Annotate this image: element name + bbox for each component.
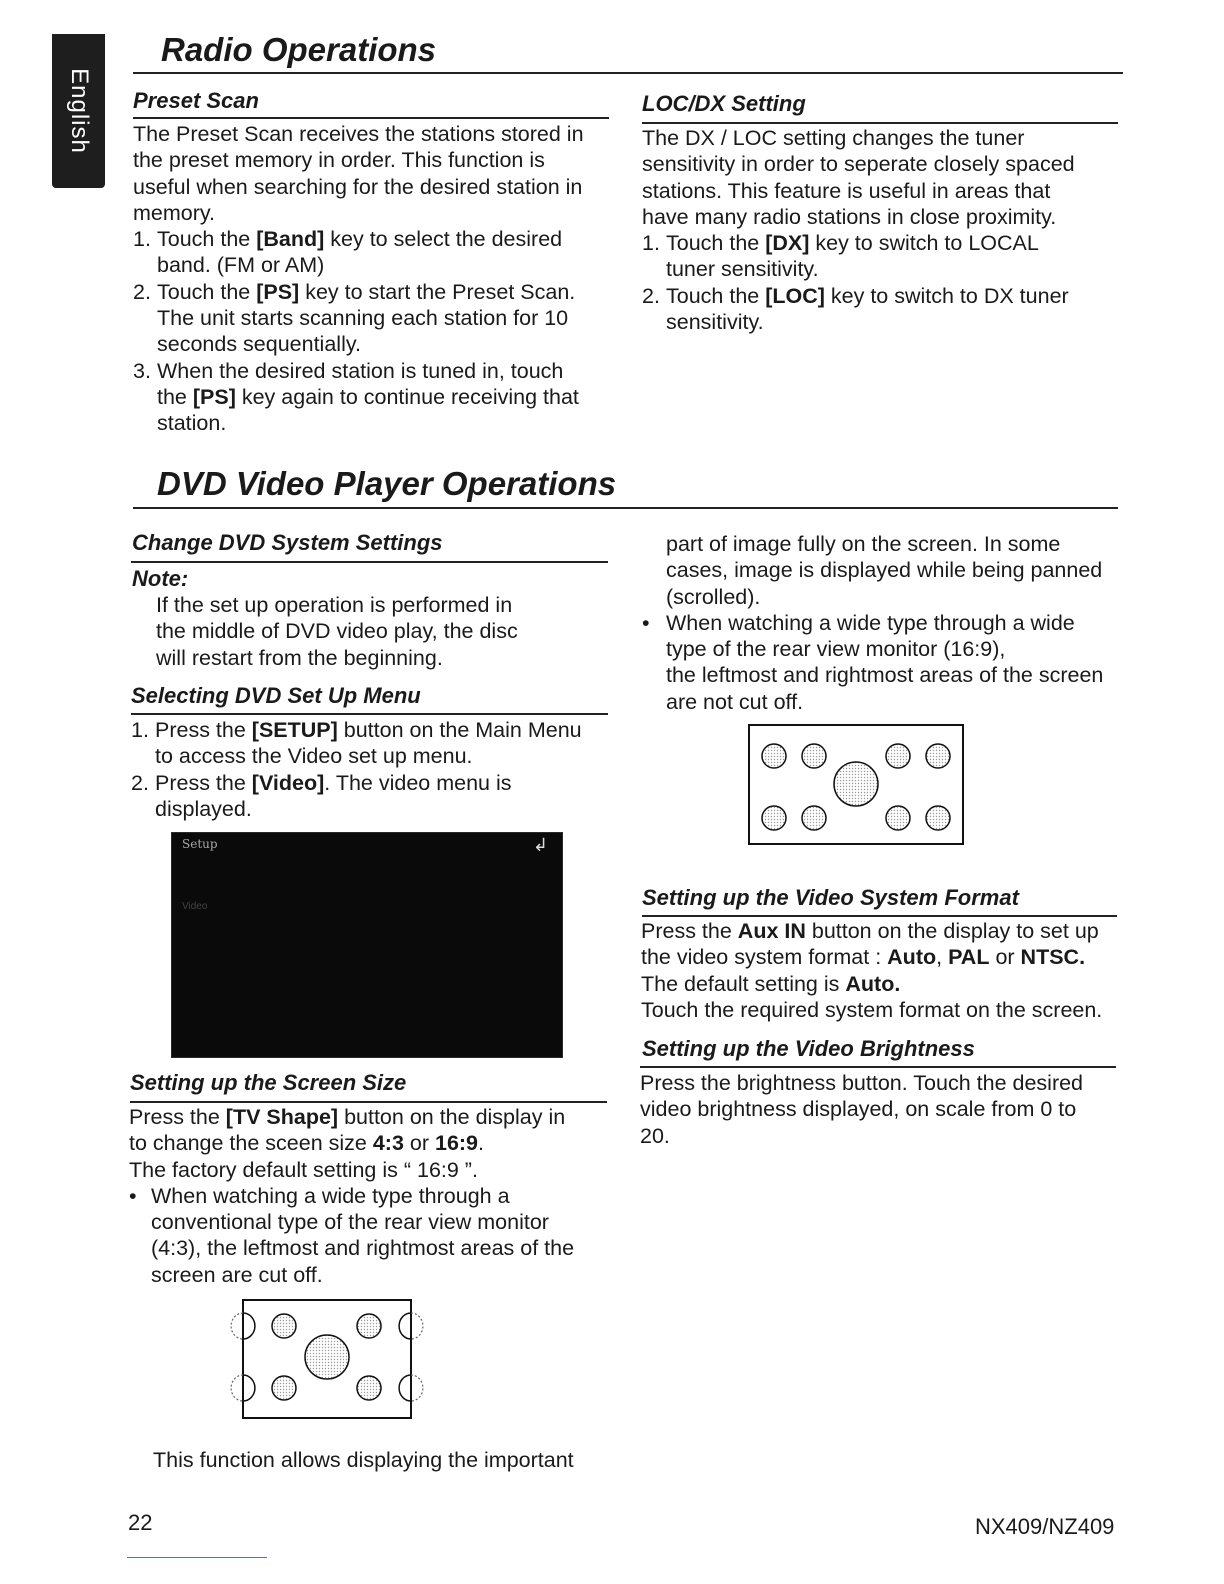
change-settings-heading: Change DVD System Settings	[132, 530, 443, 555]
setup-screen-title: Setup	[182, 837, 218, 851]
menu-step-2	[131, 770, 611, 823]
preset-scan-heading: Preset Scan	[133, 88, 259, 113]
locdx-step-2	[642, 283, 1122, 336]
text-line: tuner sensitivity.	[666, 257, 819, 282]
bullet-cut-off	[129, 1183, 614, 1288]
language-tab	[52, 34, 105, 188]
setup-menu-screenshot	[171, 832, 563, 1058]
text-line: (4:3), the leftmost and rightmost areas of the	[151, 1236, 575, 1261]
preset-step-2	[133, 279, 613, 358]
model-number: NX409/NZ409	[975, 1514, 1115, 1539]
text-line: to change the sceen size 4:3 or 16:9.	[129, 1131, 485, 1156]
locdx-step-1	[642, 230, 1122, 283]
setup-screen-video-item: Video	[182, 901, 208, 912]
return-icon: ↲	[532, 835, 548, 855]
text-line: have many radio stations in close proximity.	[642, 204, 1057, 229]
text-line: type of the rear view monitor (16:9),	[666, 637, 1006, 662]
text-line: the leftmost and rightmost areas of the screen	[666, 663, 1104, 688]
text-line: Touch the [DX] key to switch to LOCAL	[666, 231, 1039, 256]
right-col-text	[642, 531, 1132, 715]
text-line: Touch the [PS] key to start the Preset Scan.	[157, 279, 576, 304]
preset-step-1	[133, 226, 613, 279]
text-line: seconds sequentially.	[157, 332, 361, 357]
video-system-body	[641, 918, 1131, 1023]
locdx-rule	[642, 122, 1118, 124]
note-label: Note:	[132, 566, 189, 591]
text-line: part of image fully on the screen. In some	[666, 532, 1061, 556]
dvd-title-rule	[133, 507, 1118, 509]
text-line: Touch the [LOC] key to switch to DX tuner	[666, 283, 1069, 308]
text-line: useful when searching for the desired station in	[133, 174, 583, 199]
preset-scan-rule	[133, 117, 609, 119]
language-tab-label: English	[65, 68, 93, 154]
select-menu-rule	[131, 713, 608, 715]
text-line: Press the Aux IN button on the display to set up	[641, 919, 1099, 943]
video-system-heading: Setting up the Video System Format	[642, 885, 1019, 910]
text-line: are not cut off.	[666, 689, 804, 714]
text-line: sensitivity.	[666, 310, 764, 335]
step-number: 1.	[133, 227, 151, 252]
text-line: The factory default setting is “ 16:9 ”.	[129, 1157, 478, 1182]
diagram-4-3-cropped	[225, 1295, 435, 1425]
text-line: When the desired station is tuned in, touch	[157, 358, 564, 383]
locdx-body	[642, 125, 1122, 335]
select-menu-steps	[131, 717, 611, 822]
note-text	[156, 592, 606, 671]
diagram-16-9-full	[746, 722, 966, 848]
text-line: If the set up operation is performed in	[156, 593, 513, 617]
bullet-not-cut-off	[642, 610, 1132, 715]
text-line: The DX / LOC setting changes the tuner	[642, 126, 1025, 150]
step-number: 1.	[131, 718, 149, 742]
change-settings-rule	[131, 561, 608, 563]
screen-size-body	[129, 1104, 614, 1288]
text-line: sensitivity in order to seperate closely spaced	[642, 152, 1075, 177]
menu-step-1	[131, 717, 611, 770]
text-line: the middle of DVD video play, the disc	[156, 619, 518, 644]
brightness-body	[640, 1070, 1130, 1149]
text-line: will restart from the beginning.	[156, 645, 443, 670]
step-number: 2.	[131, 770, 149, 795]
step-number: 1.	[642, 231, 660, 256]
text-line: the [PS] key again to continue receiving that	[157, 384, 579, 409]
text-line: The Preset Scan receives the stations stored in	[133, 122, 584, 146]
text-line: Press the [SETUP] button on the Main Menu	[155, 718, 582, 742]
text-line: the preset memory in order. This function is	[133, 148, 545, 173]
text-line: • When watching a wide type through a	[151, 1183, 510, 1208]
text-line: the video system format : Auto, PAL or NTSC.	[641, 945, 1086, 970]
bottom-divider	[127, 1557, 267, 1558]
text-line: station.	[157, 411, 227, 436]
text-line: cases, image is displayed while being panned	[666, 558, 1103, 583]
brightness-rule	[640, 1066, 1116, 1068]
step-number: 2.	[642, 283, 660, 308]
text-line: Press the brightness button. Touch the desired	[640, 1071, 1084, 1095]
text-line: The default setting is Auto.	[641, 971, 901, 996]
text-line: memory.	[133, 200, 216, 225]
video-system-rule	[642, 915, 1117, 917]
radio-section-title: Radio Operations	[161, 31, 437, 68]
text-line: displayed.	[155, 796, 252, 821]
screen-size-rule	[130, 1101, 607, 1103]
text-line: screen are cut off.	[151, 1262, 323, 1287]
text-line: Press the [TV Shape] button on the display in	[129, 1105, 566, 1129]
text-line: The unit starts scanning each station for 10	[157, 306, 569, 331]
locdx-heading: LOC/DX Setting	[642, 91, 806, 116]
text-line: • When watching a wide type through a wide	[666, 610, 1075, 635]
step-number: 2.	[133, 279, 151, 304]
radio-title-rule	[133, 72, 1123, 74]
pan-text: This function allows displaying the important	[153, 1448, 574, 1472]
brightness-heading: Setting up the Video Brightness	[642, 1036, 975, 1061]
preset-step-3	[133, 358, 613, 437]
text-line: band. (FM or AM)	[157, 253, 325, 278]
screen-size-heading: Setting up the Screen Size	[130, 1070, 407, 1095]
text-line: Touch the required system format on the screen.	[641, 997, 1103, 1022]
text-line: (scrolled).	[666, 584, 761, 609]
text-line: 20.	[640, 1123, 670, 1148]
page-number: 22	[128, 1510, 153, 1535]
dvd-section-title: DVD Video Player Operations	[157, 465, 617, 502]
text-line: conventional type of the rear view monitor	[151, 1210, 549, 1235]
text-line: stations. This feature is useful in areas that	[642, 178, 1051, 203]
preset-scan-intro	[133, 121, 613, 437]
text-line: Press the [Video]. The video menu is	[155, 770, 512, 795]
text-line: video brightness displayed, on scale from 0 to	[640, 1097, 1077, 1122]
text-line: to access the Video set up menu.	[155, 744, 473, 769]
step-number: 3.	[133, 358, 151, 383]
text-line: Touch the [Band] key to select the desired	[157, 227, 563, 252]
select-menu-heading: Selecting DVD Set Up Menu	[131, 683, 421, 708]
